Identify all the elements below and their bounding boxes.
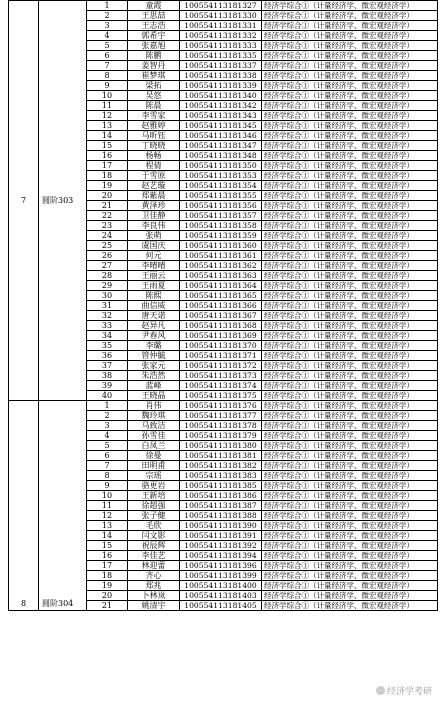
subject-cell: 经济学综合①（计量经济学、微宏观经济学） <box>262 431 438 441</box>
seat-number-cell: 13 <box>87 121 128 131</box>
seat-number-cell: 2 <box>87 411 128 421</box>
seat-number-cell: 1 <box>87 401 128 411</box>
candidate-id-cell: 100554113181400 <box>180 581 262 591</box>
candidate-name-cell: 李晴晴 <box>128 261 180 271</box>
seat-number-cell: 16 <box>87 151 128 161</box>
candidate-id-cell: 100554113181348 <box>180 151 262 161</box>
candidate-name-cell: 郑紫晨 <box>128 191 180 201</box>
group-number-cell: 8 <box>9 401 39 611</box>
candidate-id-cell: 100554113181377 <box>180 411 262 421</box>
candidate-id-cell: 100554113181337 <box>180 61 262 71</box>
candidate-id-cell: 100554113181339 <box>180 81 262 91</box>
subject-cell: 经济学综合①（计量经济学、微宏观经济学） <box>262 71 438 81</box>
seat-number-cell: 12 <box>87 111 128 121</box>
subject-cell: 经济学综合①（计量经济学、微宏观经济学） <box>262 241 438 251</box>
candidate-id-cell: 100554113181330 <box>180 11 262 21</box>
candidate-name-cell: 陈鹏 <box>128 51 180 61</box>
subject-cell: 经济学综合①（计量经济学、微宏观经济学） <box>262 271 438 281</box>
subject-cell: 经济学综合①（计量经济学、微宏观经济学） <box>262 391 438 401</box>
subject-cell: 经济学综合①（计量经济学、微宏观经济学） <box>262 451 438 461</box>
candidate-name-cell: 王思喆 <box>128 11 180 21</box>
candidate-name-cell: 张家元 <box>128 361 180 371</box>
seat-number-cell: 14 <box>87 131 128 141</box>
subject-cell: 经济学综合①（计量经济学、微宏观经济学） <box>262 421 438 431</box>
subject-cell: 经济学综合①（计量经济学、微宏观经济学） <box>262 601 438 611</box>
seat-number-cell: 38 <box>87 371 128 381</box>
candidate-id-cell: 100554113181375 <box>180 391 262 401</box>
room-cell: 圆阶303 <box>39 1 87 401</box>
candidate-id-cell: 100554113181391 <box>180 531 262 541</box>
candidate-id-cell: 100554113181374 <box>180 381 262 391</box>
subject-cell: 经济学综合①（计量经济学、微宏观经济学） <box>262 591 438 601</box>
seat-number-cell: 35 <box>87 341 128 351</box>
seat-number-cell: 4 <box>87 31 128 41</box>
candidate-name-cell: 童霞 <box>128 1 180 11</box>
candidate-id-cell: 100554113181332 <box>180 31 262 41</box>
group-number-cell: 7 <box>9 1 39 401</box>
candidate-name-cell: 程倩 <box>128 161 180 171</box>
seat-number-cell: 36 <box>87 351 128 361</box>
candidate-name-cell: 张萌 <box>128 231 180 241</box>
candidate-name-cell: 齐心 <box>128 571 180 581</box>
candidate-id-cell: 100554113181369 <box>180 331 262 341</box>
candidate-name-cell: 陈晨 <box>128 101 180 111</box>
candidate-name-cell: 曲信威 <box>128 301 180 311</box>
candidate-name-cell: 陈熙 <box>128 291 180 301</box>
candidate-name-cell: 王晓晶 <box>128 391 180 401</box>
candidate-name-cell: 宗瑶 <box>128 471 180 481</box>
seat-number-cell: 20 <box>87 191 128 201</box>
candidate-id-cell: 100554113181405 <box>180 601 262 611</box>
seat-number-cell: 21 <box>87 201 128 211</box>
candidate-id-cell: 100554113181387 <box>180 501 262 511</box>
seat-number-cell: 9 <box>87 481 128 491</box>
candidate-name-cell: 王新培 <box>128 491 180 501</box>
subject-cell: 经济学综合①（计量经济学、微宏观经济学） <box>262 341 438 351</box>
seat-number-cell: 3 <box>87 421 128 431</box>
seat-number-cell: 15 <box>87 541 128 551</box>
subject-cell: 经济学综合①（计量经济学、微宏观经济学） <box>262 381 438 391</box>
subject-cell: 经济学综合①（计量经济学、微宏观经济学） <box>262 461 438 471</box>
candidate-name-cell: 田明甫 <box>128 461 180 471</box>
candidate-id-cell: 100554113181358 <box>180 221 262 231</box>
candidate-id-cell: 100554113181364 <box>180 281 262 291</box>
candidate-name-cell: 卫佳静 <box>128 211 180 221</box>
seat-number-cell: 18 <box>87 171 128 181</box>
subject-cell: 经济学综合①（计量经济学、微宏观经济学） <box>262 401 438 411</box>
candidate-id-cell: 100554113181345 <box>180 121 262 131</box>
candidate-name-cell: 赵艺璇 <box>128 181 180 191</box>
candidate-id-cell: 100554113181333 <box>180 41 262 51</box>
candidate-id-cell: 100554113181373 <box>180 371 262 381</box>
seat-number-cell: 21 <box>87 601 128 611</box>
subject-cell: 经济学综合①（计量经济学、微宏观经济学） <box>262 161 438 171</box>
candidate-name-cell: 蓝峰 <box>128 381 180 391</box>
subject-cell: 经济学综合①（计量经济学、微宏观经济学） <box>262 21 438 31</box>
subject-cell: 经济学综合①（计量经济学、微宏观经济学） <box>262 261 438 271</box>
candidate-name-cell: 林迎蕾 <box>128 561 180 571</box>
candidate-id-cell: 100554113181360 <box>180 241 262 251</box>
subject-cell: 经济学综合①（计量经济学、微宏观经济学） <box>262 201 438 211</box>
candidate-id-cell: 100554113181347 <box>180 141 262 151</box>
seat-number-cell: 32 <box>87 311 128 321</box>
subject-cell: 经济学综合①（计量经济学、微宏观经济学） <box>262 511 438 521</box>
candidate-id-cell: 100554113181365 <box>180 291 262 301</box>
candidate-id-cell: 100554113181385 <box>180 481 262 491</box>
subject-cell: 经济学综合①（计量经济学、微宏观经济学） <box>262 171 438 181</box>
candidate-name-cell: 骆更岩 <box>128 481 180 491</box>
candidate-name-cell: 徐曼 <box>128 451 180 461</box>
candidate-name-cell: 梁拓 <box>128 81 180 91</box>
candidate-id-cell: 100554113181388 <box>180 511 262 521</box>
seat-number-cell: 6 <box>87 51 128 61</box>
seat-number-cell: 30 <box>87 291 128 301</box>
subject-cell: 经济学综合①（计量经济学、微宏观经济学） <box>262 91 438 101</box>
candidate-name-cell: 魏玲琪 <box>128 411 180 421</box>
candidate-name-cell: 虞国庆 <box>128 241 180 251</box>
candidate-name-cell: 黄泽珍 <box>128 201 180 211</box>
subject-cell: 经济学综合①（计量经济学、微宏观经济学） <box>262 351 438 361</box>
candidate-name-cell: 尹春风 <box>128 331 180 341</box>
candidate-name-cell: 李佳艺 <box>128 551 180 561</box>
seat-number-cell: 26 <box>87 251 128 261</box>
subject-cell: 经济学综合①（计量经济学、微宏观经济学） <box>262 471 438 481</box>
seat-number-cell: 13 <box>87 521 128 531</box>
candidate-name-cell: 郭希宇 <box>128 31 180 41</box>
candidate-id-cell: 100554113181390 <box>180 521 262 531</box>
subject-cell: 经济学综合①（计量经济学、微宏观经济学） <box>262 221 438 231</box>
subject-cell: 经济学综合①（计量经济学、微宏观经济学） <box>262 121 438 131</box>
seat-number-cell: 34 <box>87 331 128 341</box>
table-row <box>9 401 438 411</box>
subject-cell: 经济学综合①（计量经济学、微宏观经济学） <box>262 31 438 41</box>
seat-number-cell: 18 <box>87 571 128 581</box>
seat-number-cell: 22 <box>87 211 128 221</box>
seat-number-cell: 29 <box>87 281 128 291</box>
candidate-name-cell: 姜智丹 <box>128 61 180 71</box>
subject-cell: 经济学综合①（计量经济学、微宏观经济学） <box>262 571 438 581</box>
subject-cell: 经济学综合①（计量经济学、微宏观经济学） <box>262 281 438 291</box>
candidate-name-cell: 李璐 <box>128 341 180 351</box>
seat-number-cell: 39 <box>87 381 128 391</box>
candidate-id-cell: 100554113181367 <box>180 311 262 321</box>
table-body <box>9 1 438 611</box>
subject-cell: 经济学综合①（计量经济学、微宏观经济学） <box>262 501 438 511</box>
subject-cell: 经济学综合①（计量经济学、微宏观经济学） <box>262 581 438 591</box>
subject-cell: 经济学综合①（计量经济学、微宏观经济学） <box>262 411 438 421</box>
candidate-id-cell: 100554113181372 <box>180 361 262 371</box>
seat-number-cell: 23 <box>87 221 128 231</box>
seat-number-cell: 17 <box>87 161 128 171</box>
candidate-id-cell: 100554113181353 <box>180 171 262 181</box>
subject-cell: 经济学综合①（计量经济学、微宏观经济学） <box>262 521 438 531</box>
candidate-name-cell: 吴悠 <box>128 91 180 101</box>
seat-number-cell: 24 <box>87 231 128 241</box>
seat-number-cell: 8 <box>87 471 128 481</box>
candidate-id-cell: 100554113181371 <box>180 351 262 361</box>
candidate-id-cell: 100554113181382 <box>180 461 262 471</box>
candidate-id-cell: 100554113181357 <box>180 211 262 221</box>
candidate-name-cell: 毛欣 <box>128 521 180 531</box>
candidate-id-cell: 100554113181327 <box>180 1 262 11</box>
candidate-id-cell: 100554113181383 <box>180 471 262 481</box>
seat-number-cell: 4 <box>87 431 128 441</box>
candidate-id-cell: 100554113181366 <box>180 301 262 311</box>
candidate-name-cell: 闫文影 <box>128 531 180 541</box>
candidate-id-cell: 100554113181379 <box>180 431 262 441</box>
candidate-id-cell: 100554113181343 <box>180 111 262 121</box>
candidate-name-cell: 丁晓晓 <box>128 141 180 151</box>
candidate-name-cell: 王雨夏 <box>128 281 180 291</box>
candidate-id-cell: 100554113181335 <box>180 51 262 61</box>
candidate-name-cell: 马昕钰 <box>128 131 180 141</box>
subject-cell: 经济学综合①（计量经济学、微宏观经济学） <box>262 81 438 91</box>
candidate-id-cell: 100554113181376 <box>180 401 262 411</box>
subject-cell: 经济学综合①（计量经济学、微宏观经济学） <box>262 491 438 501</box>
candidate-name-cell: 郑兆 <box>128 581 180 591</box>
candidate-name-cell: 张子健 <box>128 511 180 521</box>
watermark-logo-icon <box>376 686 385 695</box>
subject-cell: 经济学综合①（计量经济学、微宏观经济学） <box>262 371 438 381</box>
candidate-name-cell: 赵异凡 <box>128 321 180 331</box>
candidate-id-cell: 100554113181350 <box>180 161 262 171</box>
candidate-name-cell: 杨畅 <box>128 151 180 161</box>
watermark <box>376 684 432 697</box>
candidate-id-cell: 100554113181381 <box>180 451 262 461</box>
seat-number-cell: 11 <box>87 501 128 511</box>
candidate-id-cell: 100554113181354 <box>180 181 262 191</box>
seat-number-cell: 8 <box>87 71 128 81</box>
subject-cell: 经济学综合①（计量经济学、微宏观经济学） <box>262 251 438 261</box>
candidate-id-cell: 100554113181368 <box>180 321 262 331</box>
candidate-id-cell: 100554113181362 <box>180 261 262 271</box>
seat-number-cell: 9 <box>87 81 128 91</box>
seat-number-cell: 40 <box>87 391 128 401</box>
seat-number-cell: 37 <box>87 361 128 371</box>
seat-number-cell: 20 <box>87 591 128 601</box>
seat-number-cell: 15 <box>87 141 128 151</box>
candidate-name-cell: 王丽云 <box>128 271 180 281</box>
subject-cell: 经济学综合①（计量经济学、微宏观经济学） <box>262 131 438 141</box>
candidate-id-cell: 100554113181331 <box>180 21 262 31</box>
seat-number-cell: 12 <box>87 511 128 521</box>
candidate-id-cell: 100554113181338 <box>180 71 262 81</box>
watermark-text: 经济学考研 <box>386 687 432 697</box>
seat-number-cell: 31 <box>87 301 128 311</box>
candidate-name-cell: 唐天诺 <box>128 311 180 321</box>
candidate-name-cell: 祝辰辉 <box>128 541 180 551</box>
candidate-id-cell: 100554113181356 <box>180 201 262 211</box>
subject-cell: 经济学综合①（计量经济学、微宏观经济学） <box>262 331 438 341</box>
subject-cell: 经济学综合①（计量经济学、微宏观经济学） <box>262 11 438 21</box>
seat-number-cell: 14 <box>87 531 128 541</box>
seat-number-cell: 19 <box>87 581 128 591</box>
candidate-name-cell: 何元 <box>128 251 180 261</box>
subject-cell: 经济学综合①（计量经济学、微宏观经济学） <box>262 51 438 61</box>
seat-number-cell: 10 <box>87 491 128 501</box>
candidate-id-cell: 100554113181355 <box>180 191 262 201</box>
candidate-name-cell: 姚清宇 <box>128 601 180 611</box>
seat-number-cell: 6 <box>87 451 128 461</box>
candidate-id-cell: 100554113181403 <box>180 591 262 601</box>
seat-number-cell: 33 <box>87 321 128 331</box>
subject-cell: 经济学综合①（计量经济学、微宏观经济学） <box>262 481 438 491</box>
exam-seating-table <box>8 0 438 611</box>
subject-cell: 经济学综合①（计量经济学、微宏观经济学） <box>262 561 438 571</box>
seat-number-cell: 3 <box>87 21 128 31</box>
candidate-id-cell: 100554113181380 <box>180 441 262 451</box>
subject-cell: 经济学综合①（计量经济学、微宏观经济学） <box>262 191 438 201</box>
candidate-name-cell: 李雪家 <box>128 111 180 121</box>
candidate-name-cell: 肖伟 <box>128 401 180 411</box>
seat-number-cell: 19 <box>87 181 128 191</box>
candidate-name-cell: 管仲毓 <box>128 351 180 361</box>
candidate-id-cell: 100554113181394 <box>180 551 262 561</box>
seat-number-cell: 16 <box>87 551 128 561</box>
seat-number-cell: 25 <box>87 241 128 251</box>
candidate-id-cell: 100554113181396 <box>180 561 262 571</box>
subject-cell: 经济学综合①（计量经济学、微宏观经济学） <box>262 211 438 221</box>
seat-number-cell: 5 <box>87 441 128 451</box>
subject-cell: 经济学综合①（计量经济学、微宏观经济学） <box>262 441 438 451</box>
candidate-name-cell: 张嘉旭 <box>128 41 180 51</box>
candidate-id-cell: 100554113181386 <box>180 491 262 501</box>
candidate-id-cell: 100554113181342 <box>180 101 262 111</box>
candidate-id-cell: 100554113181378 <box>180 421 262 431</box>
candidate-name-cell: 卜林岚 <box>128 591 180 601</box>
subject-cell: 经济学综合①（计量经济学、微宏观经济学） <box>262 291 438 301</box>
subject-cell: 经济学综合①（计量经济学、微宏观经济学） <box>262 231 438 241</box>
subject-cell: 经济学综合①（计量经济学、微宏观经济学） <box>262 1 438 11</box>
subject-cell: 经济学综合①（计量经济学、微宏观经济学） <box>262 151 438 161</box>
subject-cell: 经济学综合①（计量经济学、微宏观经济学） <box>262 111 438 121</box>
subject-cell: 经济学综合①（计量经济学、微宏观经济学） <box>262 311 438 321</box>
candidate-id-cell: 100554113181346 <box>180 131 262 141</box>
seat-number-cell: 10 <box>87 91 128 101</box>
seat-number-cell: 27 <box>87 261 128 271</box>
seat-number-cell: 5 <box>87 41 128 51</box>
candidate-name-cell: 白凤兰 <box>128 441 180 451</box>
candidate-id-cell: 100554113181363 <box>180 271 262 281</box>
subject-cell: 经济学综合①（计量经济学、微宏观经济学） <box>262 301 438 311</box>
seat-number-cell: 7 <box>87 61 128 71</box>
candidate-id-cell: 100554113181359 <box>180 231 262 241</box>
seat-number-cell: 1 <box>87 1 128 11</box>
subject-cell: 经济学综合①（计量经济学、微宏观经济学） <box>262 61 438 71</box>
seat-number-cell: 2 <box>87 11 128 21</box>
subject-cell: 经济学综合①（计量经济学、微宏观经济学） <box>262 41 438 51</box>
subject-cell: 经济学综合①（计量经济学、微宏观经济学） <box>262 551 438 561</box>
candidate-name-cell: 赵雅婷 <box>128 121 180 131</box>
candidate-name-cell: 王志浩 <box>128 21 180 31</box>
seat-number-cell: 7 <box>87 461 128 471</box>
seat-number-cell: 11 <box>87 101 128 111</box>
seat-number-cell: 17 <box>87 561 128 571</box>
candidate-id-cell: 100554113181392 <box>180 541 262 551</box>
room-cell: 圆阶304 <box>39 401 87 611</box>
candidate-id-cell: 100554113181370 <box>180 341 262 351</box>
subject-cell: 经济学综合①（计量经济学、微宏观经济学） <box>262 361 438 371</box>
candidate-id-cell: 100554113181399 <box>180 571 262 581</box>
seat-number-cell: 28 <box>87 271 128 281</box>
subject-cell: 经济学综合①（计量经济学、微宏观经济学） <box>262 101 438 111</box>
candidate-name-cell: 崔梦琪 <box>128 71 180 81</box>
subject-cell: 经济学综合①（计量经济学、微宏观经济学） <box>262 141 438 151</box>
candidate-name-cell: 于雪原 <box>128 171 180 181</box>
subject-cell: 经济学综合①（计量经济学、微宏观经济学） <box>262 181 438 191</box>
candidate-id-cell: 100554113181340 <box>180 91 262 101</box>
candidate-id-cell: 100554113181361 <box>180 251 262 261</box>
candidate-name-cell: 徐超强 <box>128 501 180 511</box>
candidate-name-cell: 李良伟 <box>128 221 180 231</box>
table-row <box>9 1 438 11</box>
candidate-name-cell: 朱浩然 <box>128 371 180 381</box>
subject-cell: 经济学综合①（计量经济学、微宏观经济学） <box>262 531 438 541</box>
candidate-name-cell: 孙雪佳 <box>128 431 180 441</box>
subject-cell: 经济学综合①（计量经济学、微宏观经济学） <box>262 321 438 331</box>
candidate-name-cell: 马致洁 <box>128 421 180 431</box>
subject-cell: 经济学综合①（计量经济学、微宏观经济学） <box>262 541 438 551</box>
